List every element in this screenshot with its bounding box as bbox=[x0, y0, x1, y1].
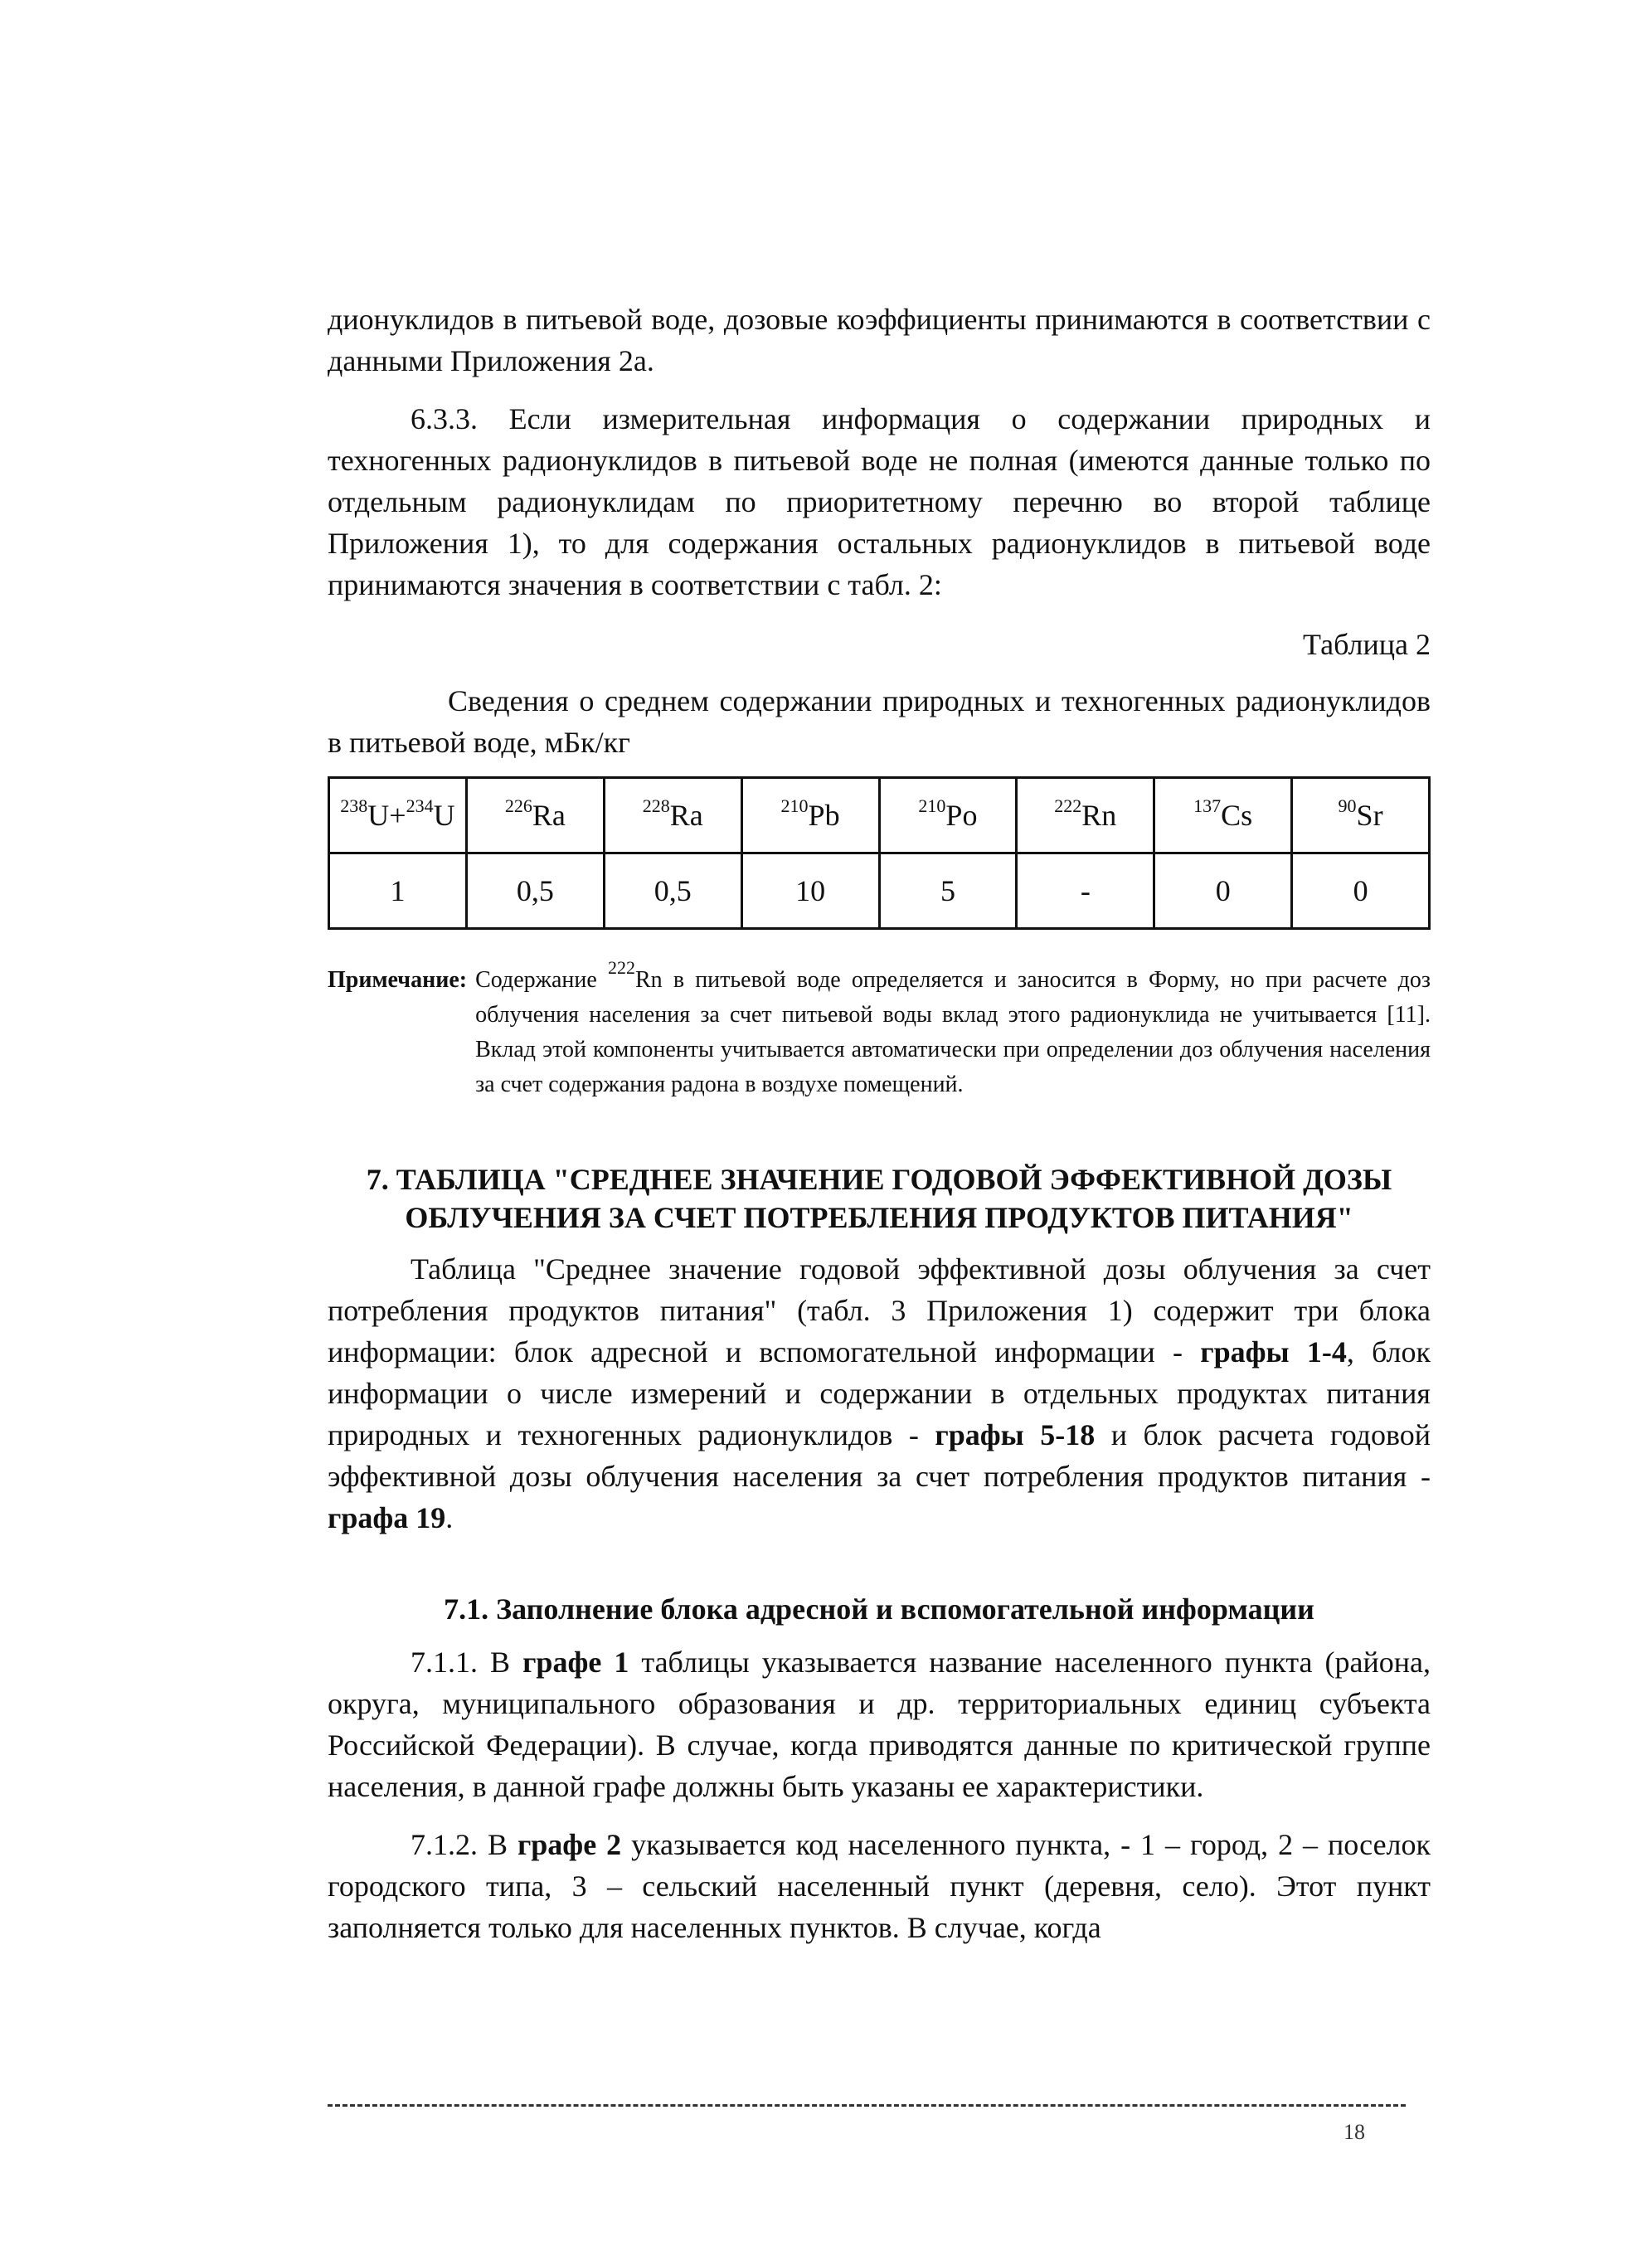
note-text: Содержание $^{222}$Rn в питьевой воде определяется и заносится в Форму, но при расчете доз облучения населения за счет питьевой воды вклад этого радионуклида не учитывается [11]. Вклад этой компоненты учитывается автоматически при определении доз облучения населения за счет содержания радона в воздухе помещений. bbox=[475, 957, 1431, 1097]
header-rn222: $^{222}$Rn bbox=[1017, 778, 1154, 853]
table-values-row bbox=[329, 853, 1430, 929]
header-cs137: $^{137}$Cs bbox=[1154, 778, 1292, 853]
table-cell: 10 bbox=[741, 853, 879, 929]
table-cell: 0,5 bbox=[604, 853, 741, 929]
paragraph-6-3-3: 6.3.3. Если измерительная информация о содержании природных и техногенных радионуклидов в питьевой воде не полная (имеются данные только по отдельным радионуклидам по приоритетному перечню во второй таблице Приложения 1), то для содержания остальных радионуклидов в питьевой воде принимаются значения в соответствии с табл. 2: bbox=[328, 402, 1431, 601]
note-label: Примечание: bbox=[328, 967, 468, 993]
header-pb210: $^{210}$Pb bbox=[741, 778, 879, 853]
paragraph-7-1-1: 7.1.1. В графе 1 таблицы указывается название населенного пункта (района, округа, муниципального образования и др. территориальных единиц субъекта Российской Федерации). В случае, когда приводятся данные по критической группе населения, в данной графе должны быть указаны ее характеристики. bbox=[328, 1646, 1431, 1803]
table-cell: 1 bbox=[329, 853, 467, 929]
table-header-row bbox=[329, 778, 1430, 853]
table-caption: Сведения о среднем содержании природных и техногенных радионуклидов в питьевой воде, мБк/кг bbox=[328, 684, 1431, 759]
table-note bbox=[328, 957, 1431, 1102]
table-cell: 0 bbox=[1292, 853, 1430, 929]
section-7-paragraph: Таблица "Среднее значение годовой эффективной дозы облучения за счет потребления продуктов питания" (табл. 3 Приложения 1) содержит три блока информации: блок адресной и вспомогательной информации - графы 1-4, блок информации о числе измерений и содержании в отдельных продуктах питания природных и техногенных радионуклидов - графы 5-18 и блок расчета годовой эффективной дозы облучения населения за счет потребления продуктов питания - графа 19. bbox=[328, 1252, 1431, 1534]
paragraph-7-1-2: 7.1.2. В графе 2 указывается код населенного пункта, - 1 – город, 2 – поселок городского типа, 3 – сельский населенный пункт (деревня, село). Этот пункт заполняется только для населенных пунктов. В случае, когда bbox=[328, 1828, 1431, 1944]
paragraph-continuation: дионуклидов в питьевой воде, дозовые коэффициенты принимаются в соответствии с данными Приложения 2а. bbox=[328, 303, 1431, 377]
header-po210: $^{210}$Po bbox=[879, 778, 1017, 853]
table-cell: 0 bbox=[1154, 853, 1292, 929]
document-page bbox=[328, 299, 1431, 1948]
footer-divider bbox=[328, 2104, 1406, 2107]
header-sr90: $^{90}$Sr bbox=[1292, 778, 1430, 853]
table-cell: 5 bbox=[879, 853, 1017, 929]
table-number: Таблица 2 bbox=[1303, 628, 1431, 661]
radionuclide-table bbox=[328, 776, 1431, 930]
header-u238-u234: $^{238}$U+$^{234}$U bbox=[329, 778, 467, 853]
page-number: 18 bbox=[1343, 2120, 1365, 2144]
header-ra228: $^{228}$Ra bbox=[604, 778, 741, 853]
table-cell: - bbox=[1017, 853, 1154, 929]
table-cell: 0,5 bbox=[466, 853, 604, 929]
header-ra226: $^{226}$Ra bbox=[466, 778, 604, 853]
section-7-heading: 7. ТАБЛИЦА "СРЕДНЕЕ ЗНАЧЕНИЕ ГОДОВОЙ ЭФФЕКТИВНОЙ ДОЗЫ ОБЛУЧЕНИЯ ЗА СЧЕТ ПОТРЕБЛЕНИЯ ПРОДУКТОВ ПИТАНИЯ" bbox=[366, 1163, 1392, 1234]
section-7-1-heading: 7.1. Заполнение блока адресной и вспомогательной информации bbox=[444, 1592, 1314, 1626]
